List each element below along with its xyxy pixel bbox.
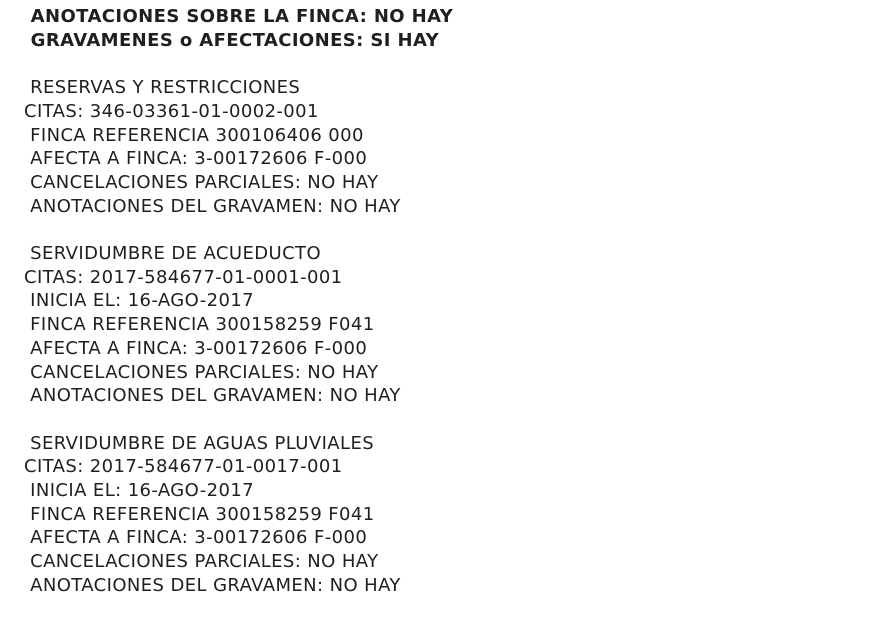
cancelaciones-line: CANCELACIONES PARCIALES: NO HAY	[24, 551, 379, 573]
section-reservas-restricciones	[24, 76, 860, 218]
anotaciones-gravamen-line: ANOTACIONES DEL GRAVAMEN: NO HAY	[24, 195, 401, 217]
section-title: SERVIDUMBRE DE AGUAS PLUVIALES	[24, 432, 375, 454]
afecta-finca-line: AFECTA A FINCA: 3-00172606 F-000	[24, 337, 368, 359]
afecta-finca-line: AFECTA A FINCA: 3-00172606 F-000	[24, 527, 368, 549]
afecta-finca-line: AFECTA A FINCA: 3-00172606 F-000	[24, 148, 368, 170]
inicia-line: INICIA EL: 16-AGO-2017	[24, 290, 255, 312]
section-title: RESERVAS Y RESTRICCIONES	[24, 77, 301, 99]
section-servidumbre-aguas-pluviales	[24, 432, 860, 598]
finca-referencia-line: FINCA REFERENCIA 300106406 000	[24, 124, 364, 146]
section-title: SERVIDUMBRE DE ACUEDUCTO	[24, 243, 322, 264]
citas-line: CITAS: 2017-584677-01-0017-001	[24, 456, 343, 478]
anotaciones-gravamen-line: ANOTACIONES DEL GRAVAMEN: NO HAY	[24, 385, 401, 407]
cancelaciones-line: CANCELACIONES PARCIALES: NO HAY	[24, 171, 379, 193]
citas-line: CITAS: 346-03361-01-0002-001	[24, 100, 319, 122]
citas-line: CITAS: 2017-584677-01-0001-001	[24, 266, 343, 288]
finca-referencia-line: FINCA REFERENCIA 300158259 F041	[24, 503, 375, 525]
header-gravamenes: GRAVAMENES o AFECTACIONES: SI HAY	[24, 29, 440, 51]
cancelaciones-line: CANCELACIONES PARCIALES: NO HAY	[24, 361, 379, 383]
finca-referencia-line: FINCA REFERENCIA 300158259 F041	[24, 314, 375, 336]
document-header	[24, 5, 860, 52]
section-servidumbre-acueducto	[24, 242, 860, 408]
header-anotaciones-finca: ANOTACIONES SOBRE LA FINCA: NO HAY	[24, 6, 454, 27]
anotaciones-gravamen-line: ANOTACIONES DEL GRAVAMEN: NO HAY	[24, 574, 401, 596]
inicia-line: INICIA EL: 16-AGO-2017	[24, 480, 255, 502]
